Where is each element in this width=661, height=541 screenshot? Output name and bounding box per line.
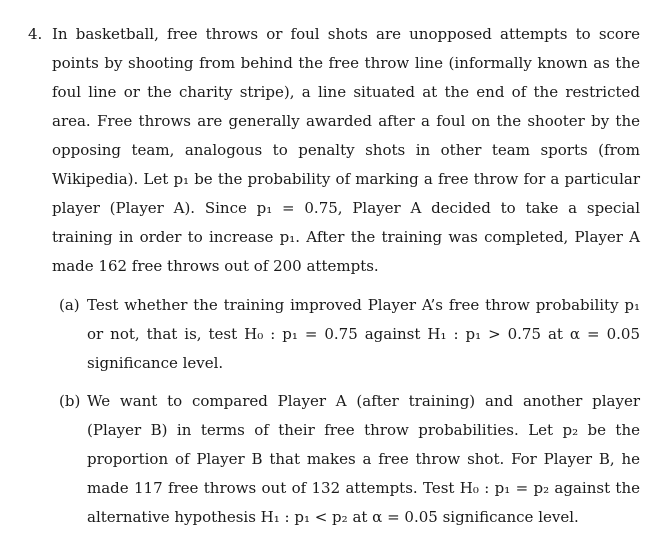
part-a-label: (a): [59, 296, 80, 314]
part-a: [59, 291, 640, 378]
part-b: [59, 387, 640, 532]
part-b-text: We want to compared Player A (after training) and another player (Player B) in terms of their free throw probabilities. Let p₂ be the proportion of Player B that makes a free throw shot. For Player B, he made 117 free throws out of 132 attempts. Test H₀ : p₁ = p₂ against the alternative hypothesis H₁ : p₁ < p₂ at α = 0.05 significance level.: [87, 392, 640, 526]
problem-number: 4.: [28, 25, 43, 43]
problem-parts: [59, 291, 640, 532]
part-b-label: (b): [59, 392, 81, 410]
problem-statement: In basketball, free throws or foul shots are unopposed attempts to score points by shooting from behind the free throw line (informally known as the foul line or the charity stripe), a line situated at the end of the restricted area. Free throws are generally awarded after a foul on the shooter by the opposing team, analogous to penalty shots in other team sports (from Wikipedia). Let p₁ be the probability of marking a free throw for a particular player (Player A). Since p₁ = 0.75, Player A decided to take a special training in order to increase p₁. After the training was completed, Player A made 162 free throws out of 200 attempts.: [52, 25, 640, 275]
part-a-text: Test whether the training improved Player A’s free throw probability p₁ or not, that is, test H₀ : p₁ = 0.75 against H₁ : p₁ > 0.75 at α = 0.05 significance level.: [87, 296, 640, 372]
problem-row: [28, 20, 640, 281]
problem-4: [28, 20, 640, 541]
